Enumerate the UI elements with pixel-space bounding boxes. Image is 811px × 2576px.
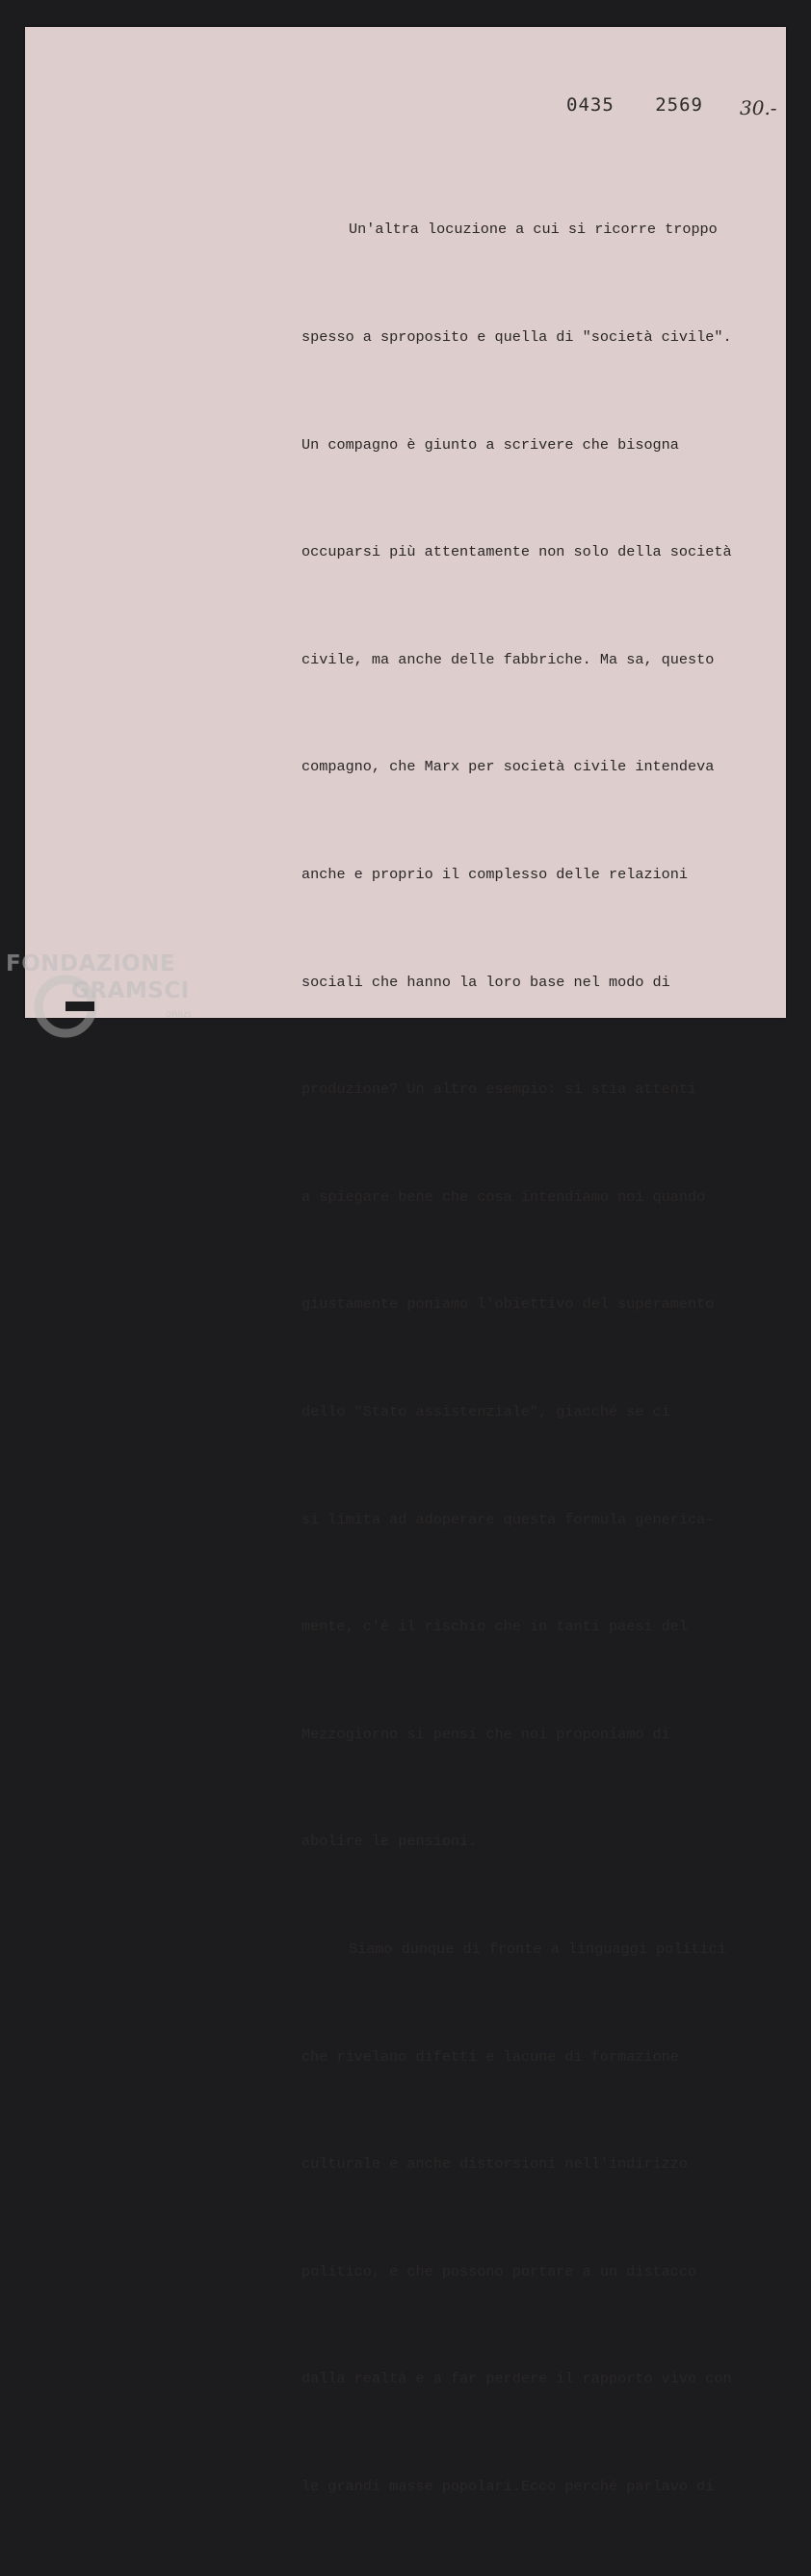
text-line: spesso a sproposito e quella di "società civile". [301, 328, 732, 346]
text-line: politico, e che possono portare a un distacco [301, 2262, 697, 2280]
watermark-suffix: onlus [166, 1009, 192, 1020]
text-line: Un'altra locuzione a cui si ricorre troppo [349, 221, 718, 239]
text-line: si limita ad adoperare questa formula generica- [301, 1510, 715, 1528]
archive-number-2: 2569 [655, 94, 703, 116]
text-line: a spiegare bene che cosa intendiamo noi quando [301, 1187, 706, 1206]
text-line: dalla realtà e a far perdere il rapporto vivo con [301, 2370, 732, 2388]
watermark-line-2: GRAMSCI [71, 978, 190, 1003]
text-line: anche e proprio il complesso delle relazioni [301, 865, 689, 883]
archive-numbers [566, 94, 703, 116]
text-line: Mezzogiorno si pensi che noi proponiamo di [301, 1725, 670, 1743]
text-line: abolire le pensioni. [301, 1833, 478, 1851]
typed-body-text [301, 141, 773, 2576]
text-line: sociali che hanno la loro base nel modo di [301, 973, 670, 991]
text-line: giustamente poniamo l'obiettivo del superamento [301, 1295, 715, 1314]
text-line: occuparsi più attentamente non solo della società [301, 543, 732, 561]
watermark-line-1: FONDAZIONE [6, 951, 176, 976]
text-line: mente, c'è il rischio che in tanti paesi del [301, 1618, 689, 1636]
watermark-logo [6, 951, 218, 1038]
text-line: Siamo dunque di fronte a linguaggi politici [349, 1939, 726, 1958]
text-line: Un compagno è giunto a scrivere che bisogna [301, 435, 679, 454]
handwritten-page-note: 30.- [740, 96, 777, 119]
text-line: che rivelano difetti e lacune di formazione [301, 2047, 679, 2066]
document-page [25, 27, 786, 2495]
archive-number-1: 0435 [566, 94, 615, 116]
text-line: culturale e anche distorsioni nell'indirizzo [301, 2155, 689, 2173]
text-line: civile, ma anche delle fabbriche. Ma sa, questo [301, 650, 715, 668]
text-line: le grandi masse popolari.Ecco perché parlavo di [301, 2477, 715, 2495]
text-line: dello "Stato assistenziale", giacché se ci [301, 1402, 670, 1420]
text-line: produzione? Un altro esempio: si stia attenti [301, 1080, 697, 1099]
text-line: compagno, che Marx per società civile intendeva [301, 758, 715, 776]
